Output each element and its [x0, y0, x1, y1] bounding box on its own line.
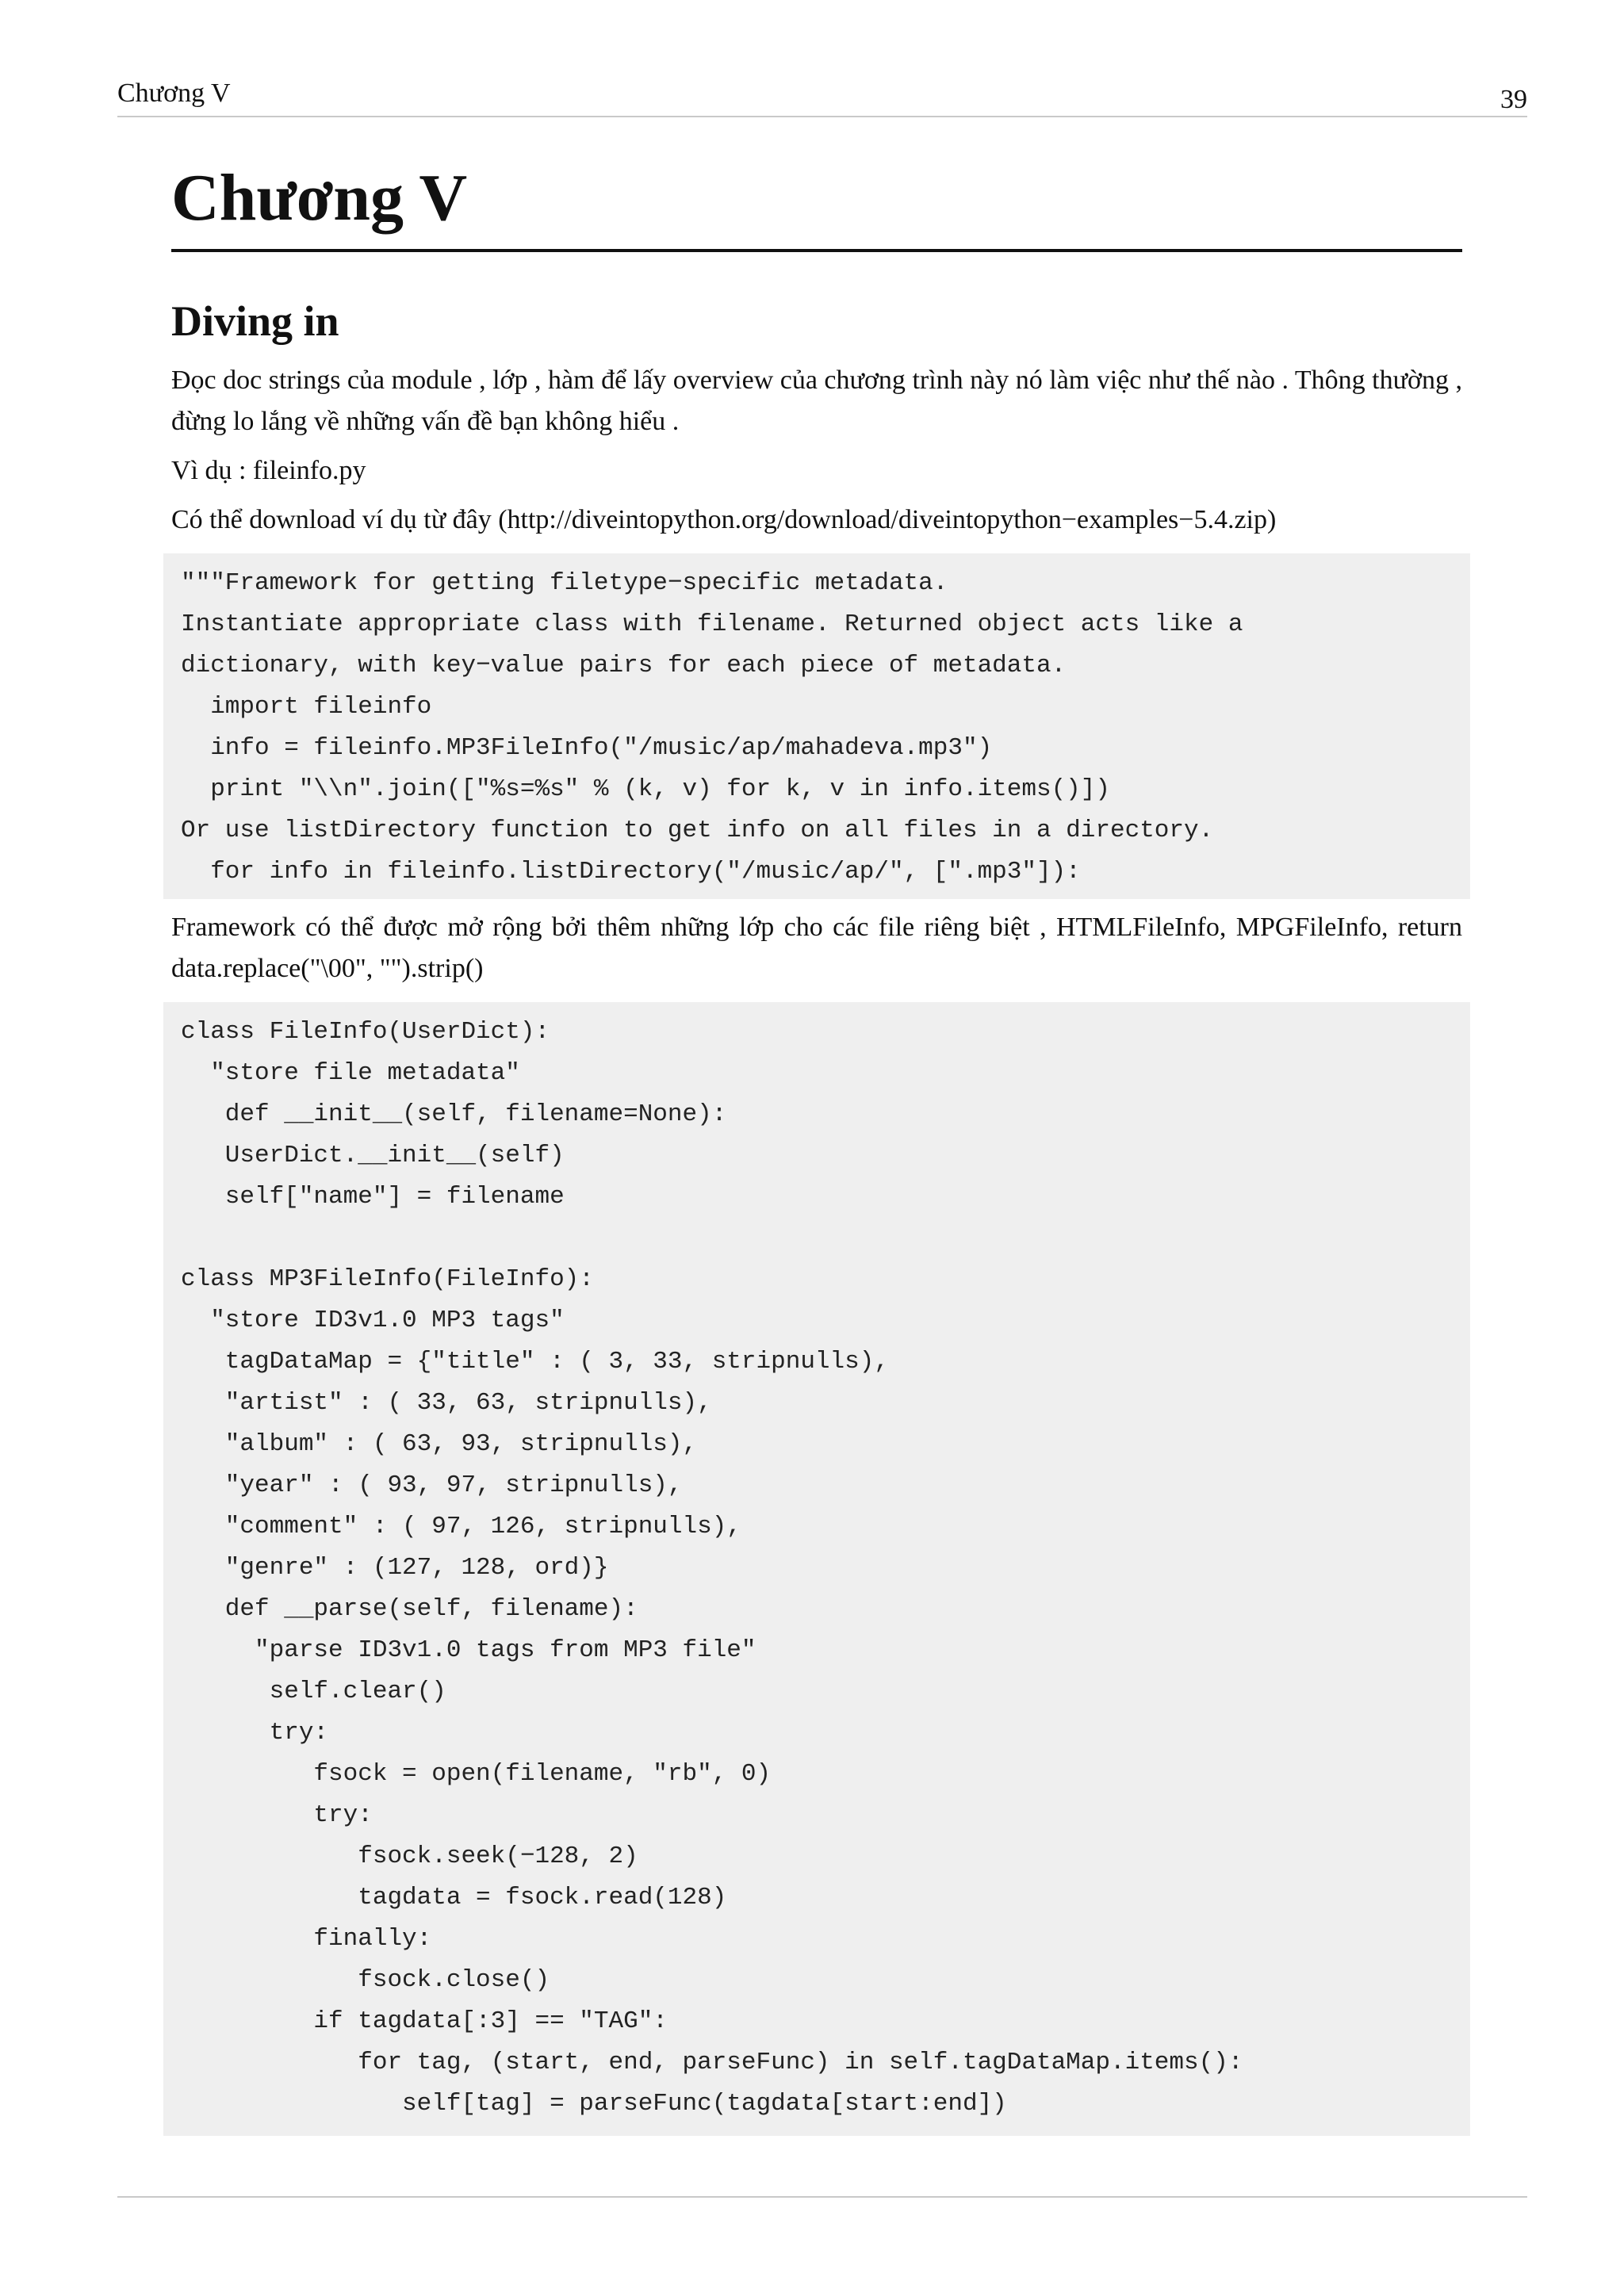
code-line: try: — [181, 1719, 329, 1747]
section-title: Diving in — [171, 297, 339, 345]
code-line: fsock = open(filename, "rb", 0) — [181, 1760, 772, 1788]
page-number: 39 — [1500, 85, 1527, 114]
code-line: """Framework for getting filetype−specific metadata. — [181, 569, 948, 597]
code-line: class FileInfo(UserDict): — [181, 1018, 550, 1046]
code-line: UserDict.__init__(self) — [181, 1142, 565, 1169]
page-content — [171, 151, 1462, 2136]
code-line: fsock.close() — [181, 1966, 550, 1994]
download-paragraph: Có thể download ví dụ từ đây (http://diveintopython.org/download/diveintopython−examples−5.4.zip) — [171, 505, 1277, 534]
code-line: try: — [181, 1801, 373, 1829]
code-line: "genre" : (127, 128, ord)} — [181, 1554, 609, 1582]
code-line: "store ID3v1.0 MP3 tags" — [181, 1307, 565, 1334]
code-line: finally: — [181, 1925, 432, 1953]
code-line: Instantiate appropriate class with filename. Returned object acts like a — [181, 610, 1243, 638]
footer-rule — [117, 2196, 1527, 2198]
code-line: info = fileinfo.MP3FileInfo("/music/ap/mahadeva.mp3") — [181, 734, 993, 762]
code-line: "parse ID3v1.0 tags from MP3 file" — [181, 1636, 756, 1664]
framework-paragraph: Framework có thể được mở rộng bởi thêm những lớp cho các file riêng biệt , HTMLFileInfo, MPGFileInfo, return data.replace("\00", "").strip() — [171, 913, 1462, 983]
code-line: fsock.seek(−128, 2) — [181, 1843, 638, 1870]
code-line: Or use listDirectory function to get info on all files in a directory. — [181, 817, 1214, 844]
code-line: tagdata = fsock.read(128) — [181, 1884, 727, 1911]
code-line: "comment" : ( 97, 126, stripnulls), — [181, 1513, 741, 1540]
running-header — [117, 78, 1527, 117]
code-line: def __init__(self, filename=None): — [181, 1100, 727, 1128]
code-line: "store file metadata" — [181, 1059, 520, 1087]
code-line: for tag, (start, end, parseFunc) in self.tagDataMap.items(): — [181, 2049, 1243, 2076]
code-line: if tagdata[:3] == "TAG": — [181, 2007, 668, 2035]
code-line: "artist" : ( 33, 63, stripnulls), — [181, 1389, 712, 1417]
code-line: class MP3FileInfo(FileInfo): — [181, 1265, 594, 1293]
example-paragraph: Vì dụ : fileinfo.py — [171, 456, 366, 485]
chapter-title: Chương V — [171, 151, 1462, 252]
intro-paragraph: Đọc doc strings của module , lớp , hàm để lấy overview của chương trình này nó làm việc như thế nào . Thông thường , đừng lo lắng về những vấn đề bạn không hiểu . — [171, 365, 1462, 436]
code-line: self.clear() — [181, 1678, 446, 1705]
code-line: print "\\n".join(["%s=%s" % (k, v) for k, v in info.items()]) — [181, 775, 1110, 803]
code-line: tagDataMap = {"title" : ( 3, 33, stripnulls), — [181, 1348, 889, 1376]
code-line: dictionary, with key−value pairs for each piece of metadata. — [181, 652, 1067, 679]
code-line: for info in fileinfo.listDirectory("/music/ap/", [".mp3"]): — [181, 858, 1081, 886]
code-line: "year" : ( 93, 97, stripnulls), — [181, 1471, 683, 1499]
code-line — [181, 1218, 1470, 1259]
code-line: self["name"] = filename — [181, 1183, 565, 1211]
code-block-classes — [163, 1002, 1470, 2136]
running-header-chapter: Chương V — [117, 78, 231, 108]
code-line: def __parse(self, filename): — [181, 1595, 638, 1623]
code-line: self[tag] = parseFunc(tagdata[start:end]) — [181, 2090, 1007, 2118]
code-block-docstring — [163, 553, 1470, 899]
code-line: import fileinfo — [181, 693, 432, 721]
code-line: "album" : ( 63, 93, stripnulls), — [181, 1430, 698, 1458]
